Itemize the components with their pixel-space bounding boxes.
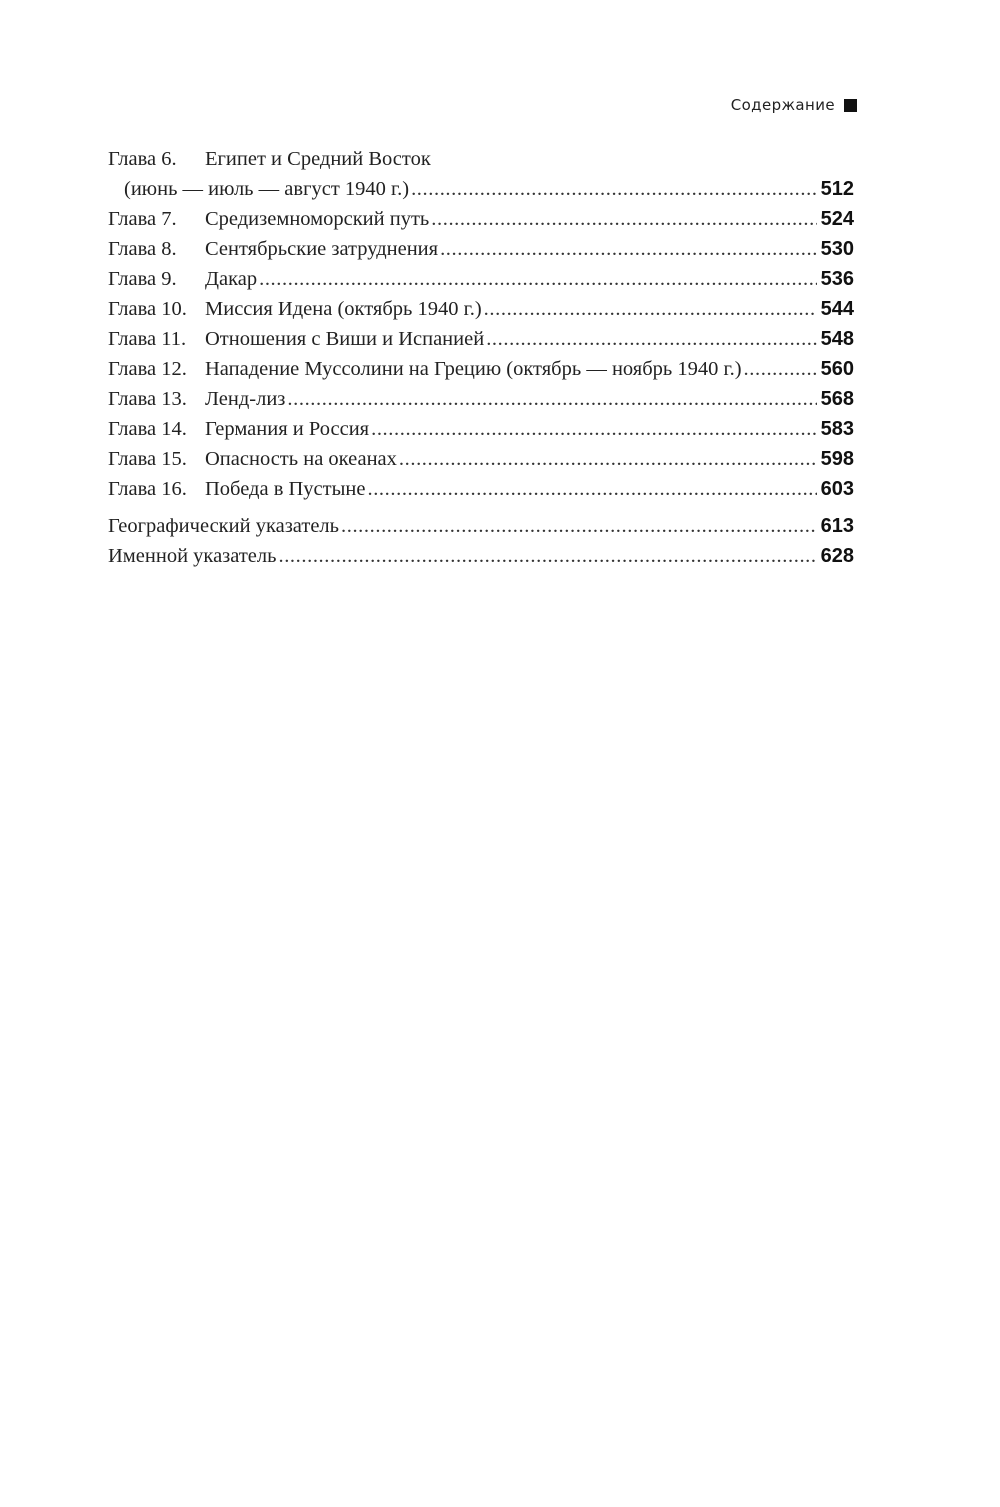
page-number: 583 <box>820 418 854 440</box>
toc-entry-chapter-6[interactable] <box>108 144 854 204</box>
dot-leader <box>367 474 816 504</box>
page-number: 548 <box>820 328 854 350</box>
page-number: 598 <box>820 448 854 470</box>
chapter-label: Глава 10. <box>108 298 187 320</box>
toc-entry-chapter-7[interactable] <box>108 204 854 234</box>
chapter-label: Глава 16. <box>108 478 187 500</box>
page-number: 530 <box>820 238 854 260</box>
page-number: 536 <box>820 268 854 290</box>
toc-entry-chapter-14[interactable] <box>108 414 854 444</box>
dot-leader <box>431 204 816 234</box>
dot-leader <box>287 384 816 414</box>
toc-entry-geographic-index[interactable] <box>108 511 854 541</box>
toc-entry-chapter-11[interactable] <box>108 324 854 354</box>
toc-entry-chapter-16[interactable] <box>108 474 854 504</box>
chapter-title: Победа в Пустыне <box>205 478 366 500</box>
chapter-subtitle: (июнь — июль — август 1940 г.) <box>124 178 410 200</box>
toc-entry-chapter-13[interactable] <box>108 384 854 414</box>
index-title: Географический указатель <box>108 515 339 537</box>
page-number: 628 <box>820 545 854 567</box>
running-header <box>731 96 857 114</box>
page-number: 512 <box>820 178 854 200</box>
chapter-label: Глава 7. <box>108 208 177 230</box>
chapter-label: Глава 13. <box>108 388 187 410</box>
index-title: Именной указатель <box>108 545 277 567</box>
table-of-contents <box>108 144 854 571</box>
chapter-title: Ленд-лиз <box>205 388 286 410</box>
dot-leader <box>486 324 816 354</box>
dot-leader <box>399 444 817 474</box>
square-icon <box>844 99 857 112</box>
page-number: 568 <box>820 388 854 410</box>
toc-entry-chapter-9[interactable] <box>108 264 854 294</box>
page-number: 560 <box>820 358 854 380</box>
page-number: 603 <box>820 478 854 500</box>
chapter-title: Опасность на океанах <box>205 448 397 470</box>
dot-leader <box>341 511 817 541</box>
dot-leader <box>259 264 817 294</box>
chapter-title: Отношения с Виши и Испанией <box>205 328 485 350</box>
chapter-label: Глава 9. <box>108 268 177 290</box>
section-gap <box>108 504 854 511</box>
chapter-label: Глава 8. <box>108 238 177 260</box>
chapter-label: Глава 11. <box>108 328 187 350</box>
page-number: 524 <box>820 208 854 230</box>
toc-entry-chapter-15[interactable] <box>108 444 854 474</box>
dot-leader <box>744 354 817 384</box>
dot-leader <box>371 414 817 444</box>
dot-leader <box>440 234 817 264</box>
chapter-label: Глава 14. <box>108 418 187 440</box>
toc-entry-chapter-12[interactable] <box>108 354 854 384</box>
dot-leader <box>484 294 817 324</box>
chapter-label: Глава 15. <box>108 448 187 470</box>
page-number: 613 <box>820 515 854 537</box>
dot-leader <box>411 174 817 204</box>
chapter-title: Миссия Идена (октябрь 1940 г.) <box>205 298 482 320</box>
chapter-label: Глава 6. <box>108 148 177 170</box>
chapter-title: Дакар <box>205 268 258 290</box>
running-title: Содержание <box>730 96 835 114</box>
chapter-title: Египет и Средний Восток <box>205 148 431 170</box>
chapter-title: Германия и Россия <box>205 418 370 440</box>
dot-leader <box>278 541 816 571</box>
toc-entry-chapter-8[interactable] <box>108 234 854 264</box>
chapter-title: Средиземноморский путь <box>205 208 430 230</box>
toc-entry-name-index[interactable] <box>108 541 854 571</box>
page-number: 544 <box>820 298 854 320</box>
chapter-label: Глава 12. <box>108 358 187 380</box>
chapter-title: Сентябрьские затруднения <box>205 238 439 260</box>
toc-entry-chapter-10[interactable] <box>108 294 854 324</box>
chapter-title: Нападение Муссолини на Грецию (октябрь — ноябрь 1940 г.) <box>205 358 742 380</box>
